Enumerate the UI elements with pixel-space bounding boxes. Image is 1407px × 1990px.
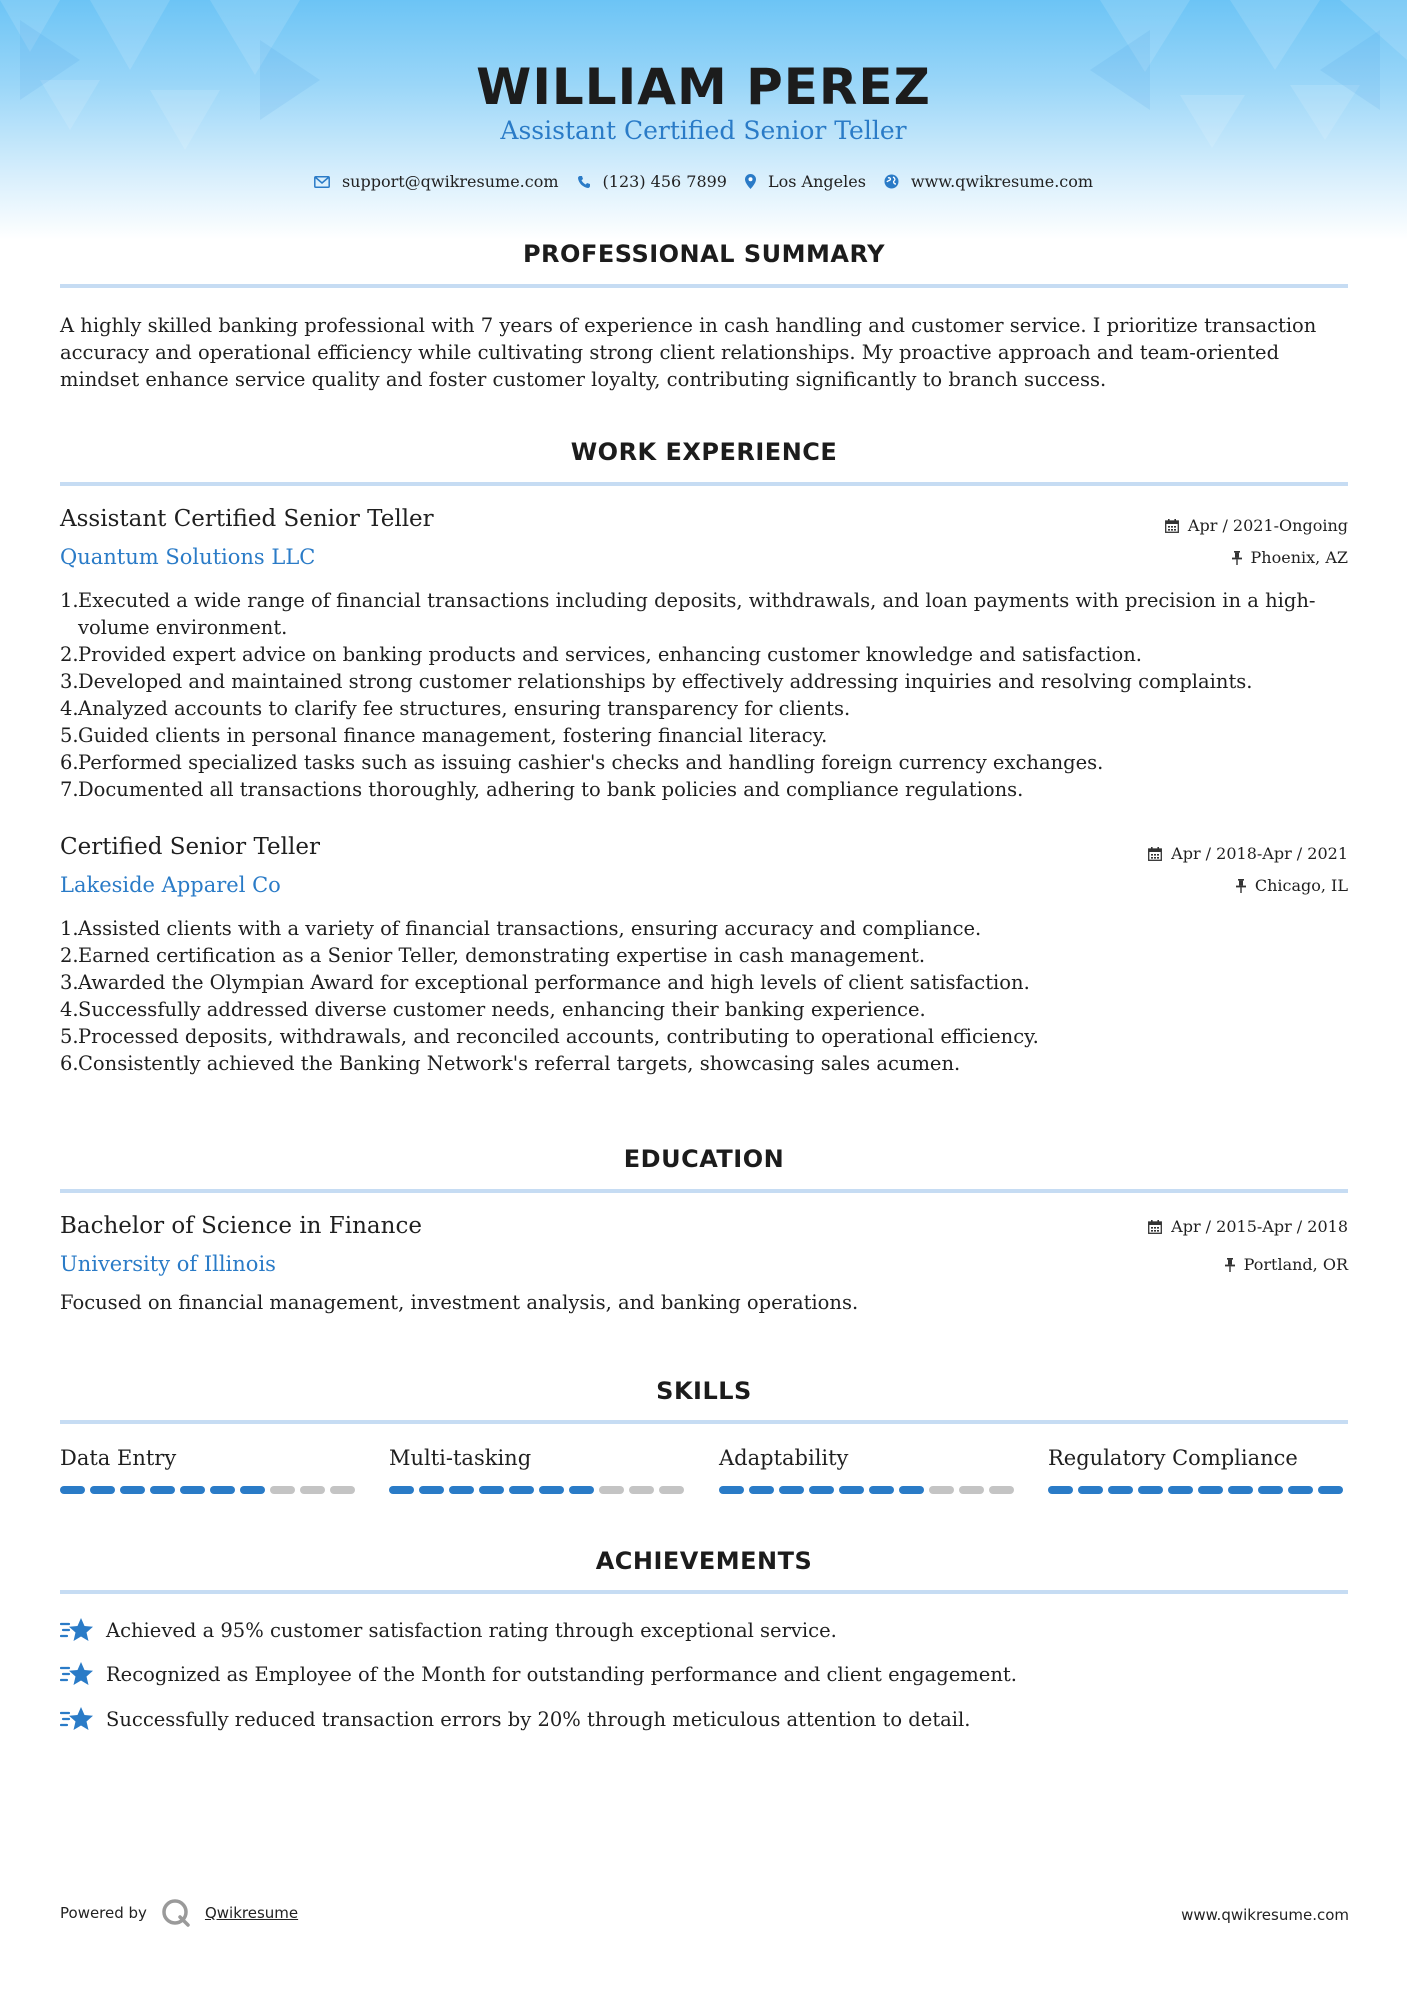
education-divider [60, 1189, 1348, 1193]
skills-divider [60, 1420, 1348, 1424]
job-title: Certified Senior Teller [60, 834, 320, 860]
list-item [60, 641, 1350, 668]
skill-segment-filled [1288, 1486, 1313, 1494]
list-item [60, 587, 1350, 614]
skills-heading: SKILLS [656, 1377, 752, 1405]
list-item-text: Developed and maintained strong customer relationships by effectively addressing inquiries and resolving complaints. [78, 670, 1253, 693]
job-dates [1165, 516, 1348, 535]
list-item-text: Guided clients in personal finance management, fostering financial literacy. [78, 724, 828, 747]
summary-text [60, 312, 1350, 393]
skill-segment-filled [419, 1486, 444, 1494]
footer-powered-by [60, 1898, 298, 1928]
star-award-icon [60, 1616, 94, 1644]
list-item-text: Provided expert advice on banking products and services, enhancing customer knowledge and satisfaction. [78, 643, 1142, 666]
skill-segment-filled [389, 1486, 414, 1494]
skill-adaptability [719, 1446, 1019, 1494]
education-description: Focused on financial management, investment analysis, and banking operations. [60, 1291, 859, 1314]
company-name: Quantum Solutions LLC [60, 545, 316, 569]
list-number: 2. [60, 944, 79, 967]
skill-segment-empty [929, 1486, 954, 1494]
skill-regulatory-compliance [1048, 1446, 1348, 1494]
list-item-text: Performed specialized tasks such as issuing cashier's checks and handling foreign currency exchanges. [78, 751, 1104, 774]
job-location-text: Phoenix, AZ [1250, 548, 1348, 567]
skill-segment-filled [1048, 1486, 1073, 1494]
list-number: 5. [60, 1025, 79, 1048]
list-number: 2. [60, 643, 79, 666]
contact-bar [0, 172, 1407, 191]
skill-segment-empty [270, 1486, 295, 1494]
skill-segment-filled [839, 1486, 864, 1494]
summary-heading: PROFESSIONAL SUMMARY [522, 240, 886, 268]
skill-segment-filled [1168, 1486, 1193, 1494]
skill-segment-filled [150, 1486, 175, 1494]
skill-segment-filled [180, 1486, 205, 1494]
summary-line: A highly skilled banking professional with 7 years of experience in cash handling and customer service. I prioritize transaction [60, 314, 1317, 337]
skill-segment-empty [599, 1486, 624, 1494]
skill-segment-filled [1078, 1486, 1103, 1494]
job-bullets [60, 587, 1350, 803]
list-number: 1. [60, 917, 79, 940]
company-name: Lakeside Apparel Co [60, 873, 281, 897]
summary-line: mindset enhance service quality and foster customer loyalty, contributing significantly to branch success. [60, 368, 1107, 391]
skill-segment-empty [330, 1486, 355, 1494]
list-number: 4. [60, 697, 79, 720]
skill-segment-empty [989, 1486, 1014, 1494]
education-dates [1148, 1217, 1348, 1236]
powered-by-text: Powered by [60, 1904, 147, 1922]
list-number: 7. [60, 778, 79, 801]
skill-segment-filled [1108, 1486, 1133, 1494]
skill-segment-filled [449, 1486, 474, 1494]
list-item [60, 695, 1350, 722]
experience-divider [60, 482, 1348, 486]
list-item-text: Consistently achieved the Banking Network's referral targets, showcasing sales acumen. [78, 1052, 961, 1075]
skill-segment-filled [1228, 1486, 1253, 1494]
list-number: 3. [60, 971, 79, 994]
list-item [60, 969, 1350, 996]
qwikresume-link[interactable]: Qwikresume [204, 1904, 299, 1922]
skill-label: Adaptability [719, 1446, 849, 1470]
list-item [60, 996, 1350, 1023]
list-item [60, 749, 1350, 776]
skill-level-bar [719, 1486, 1019, 1494]
education-location [1225, 1255, 1348, 1274]
list-item-text: Successfully addressed diverse customer needs, enhancing their banking experience. [78, 998, 926, 1021]
skill-segment-filled [479, 1486, 504, 1494]
skill-label: Regulatory Compliance [1048, 1446, 1298, 1470]
skill-segment-filled [1138, 1486, 1163, 1494]
skill-segment-filled [509, 1486, 534, 1494]
achievement-text: Recognized as Employee of the Month for outstanding performance and client engagement. [106, 1662, 1017, 1686]
skill-segment-filled [210, 1486, 235, 1494]
phone-icon [577, 175, 591, 189]
list-item [60, 1023, 1350, 1050]
skill-level-bar [1048, 1486, 1348, 1494]
contact-location [745, 172, 866, 191]
achievement-text: Achieved a 95% customer satisfaction rating through exceptional service. [106, 1618, 837, 1642]
job-location [1236, 876, 1348, 895]
list-item-text: Documented all transactions thoroughly, adhering to bank policies and compliance regulations. [78, 778, 1024, 801]
skill-segment-filled [749, 1486, 774, 1494]
email-text: support@qwikresume.com [341, 172, 559, 191]
achievement-item [60, 1660, 1017, 1688]
skill-segment-filled [779, 1486, 804, 1494]
skill-level-bar [389, 1486, 689, 1494]
list-item [60, 776, 1350, 803]
skill-label: Multi-tasking [389, 1446, 532, 1470]
skill-segment-filled [120, 1486, 145, 1494]
list-item-text: Processed deposits, withdrawals, and reconciled accounts, contributing to operational efficiency. [78, 1025, 1039, 1048]
list-item [60, 915, 1350, 942]
pushpin-icon [1232, 551, 1242, 565]
list-item-text: Analyzed accounts to clarify fee structures, ensuring transparency for clients. [78, 697, 851, 720]
list-number: 3. [60, 670, 79, 693]
skill-segment-filled [569, 1486, 594, 1494]
job-bullets [60, 915, 1350, 1077]
footer-website[interactable]: www.qwikresume.com [1181, 1906, 1349, 1924]
list-item-text: Awarded the Olympian Award for exceptional performance and high levels of client satisfaction. [78, 971, 1030, 994]
degree-title: Bachelor of Science in Finance [60, 1213, 422, 1239]
pushpin-icon [1236, 879, 1246, 893]
list-number: 6. [60, 751, 79, 774]
skill-segment-empty [300, 1486, 325, 1494]
skill-segment-filled [1198, 1486, 1223, 1494]
skill-multi-tasking [389, 1446, 689, 1494]
list-item [60, 614, 1350, 641]
skill-level-bar [60, 1486, 360, 1494]
skill-segment-filled [90, 1486, 115, 1494]
skill-segment-filled [809, 1486, 834, 1494]
qwikresume-logo-icon [161, 1898, 191, 1928]
list-item [60, 942, 1350, 969]
list-item [60, 668, 1350, 695]
experience-heading: WORK EXPERIENCE [570, 438, 838, 466]
website-text: www.qwikresume.com [910, 172, 1094, 191]
calendar-icon [1148, 847, 1162, 861]
candidate-name: WILLIAM PEREZ [476, 58, 931, 116]
star-award-icon [60, 1660, 94, 1688]
achievement-text: Successfully reduced transaction errors by 20% through meticulous attention to detail. [106, 1707, 971, 1731]
location-text: Los Angeles [767, 172, 866, 191]
list-number: 6. [60, 1052, 79, 1075]
achievements-divider [60, 1590, 1348, 1594]
job-dates-text: Apr / 2021-Ongoing [1187, 516, 1348, 535]
achievement-item [60, 1705, 970, 1733]
skill-segment-filled [1318, 1486, 1343, 1494]
list-item [60, 1050, 1350, 1077]
list-item-text: Earned certification as a Senior Teller, demonstrating expertise in cash management. [78, 944, 926, 967]
achievements-heading: ACHIEVEMENTS [595, 1547, 813, 1575]
job-title: Assistant Certified Senior Teller [60, 506, 434, 532]
list-item-text: Executed a wide range of financial transactions including deposits, withdrawals, and loan payments with precision in a high- [78, 589, 1316, 612]
skill-segment-filled [1258, 1486, 1283, 1494]
candidate-role: Assistant Certified Senior Teller [500, 116, 907, 145]
star-award-icon [60, 1705, 94, 1733]
school-name: University of Illinois [60, 1252, 276, 1276]
skill-segment-filled [60, 1486, 85, 1494]
list-number: 1. [60, 589, 79, 612]
achievement-item [60, 1616, 837, 1644]
skill-segment-filled [719, 1486, 744, 1494]
phone-text: (123) 456 7899 [602, 172, 727, 191]
list-item-text: Assisted clients with a variety of financial transactions, ensuring accuracy and compliance. [78, 917, 982, 940]
skill-segment-filled [539, 1486, 564, 1494]
job-dates [1148, 844, 1348, 863]
envelope-icon [314, 176, 330, 188]
education-heading: EDUCATION [623, 1145, 785, 1173]
summary-line: accuracy and operational efficiency while cultivating strong client relationships. My proactive approach and team-oriented [60, 341, 1280, 364]
calendar-icon [1165, 519, 1179, 533]
skill-segment-filled [899, 1486, 924, 1494]
pushpin-icon [1225, 1258, 1235, 1272]
summary-divider [60, 284, 1348, 288]
contact-email[interactable] [314, 172, 559, 191]
skill-segment-empty [959, 1486, 984, 1494]
list-number: 4. [60, 998, 79, 1021]
skill-segment-empty [659, 1486, 684, 1494]
contact-phone[interactable] [577, 172, 727, 191]
list-number [60, 614, 78, 641]
skill-data-entry [60, 1446, 360, 1494]
skill-segment-filled [240, 1486, 265, 1494]
skill-segment-empty [629, 1486, 654, 1494]
job-location-text: Chicago, IL [1254, 876, 1348, 895]
education-location-text: Portland, OR [1243, 1255, 1348, 1274]
job-dates-text: Apr / 2018-Apr / 2021 [1171, 844, 1348, 863]
contact-website[interactable] [884, 172, 1093, 191]
skill-label: Data Entry [60, 1446, 177, 1470]
list-number: 5. [60, 724, 79, 747]
map-marker-icon [745, 174, 756, 189]
calendar-icon [1148, 1220, 1162, 1234]
education-dates-text: Apr / 2015-Apr / 2018 [1171, 1217, 1348, 1236]
skill-segment-filled [869, 1486, 894, 1494]
list-item [60, 722, 1350, 749]
job-location [1232, 548, 1348, 567]
list-item-text: volume environment. [78, 616, 288, 639]
globe-icon [884, 174, 899, 189]
